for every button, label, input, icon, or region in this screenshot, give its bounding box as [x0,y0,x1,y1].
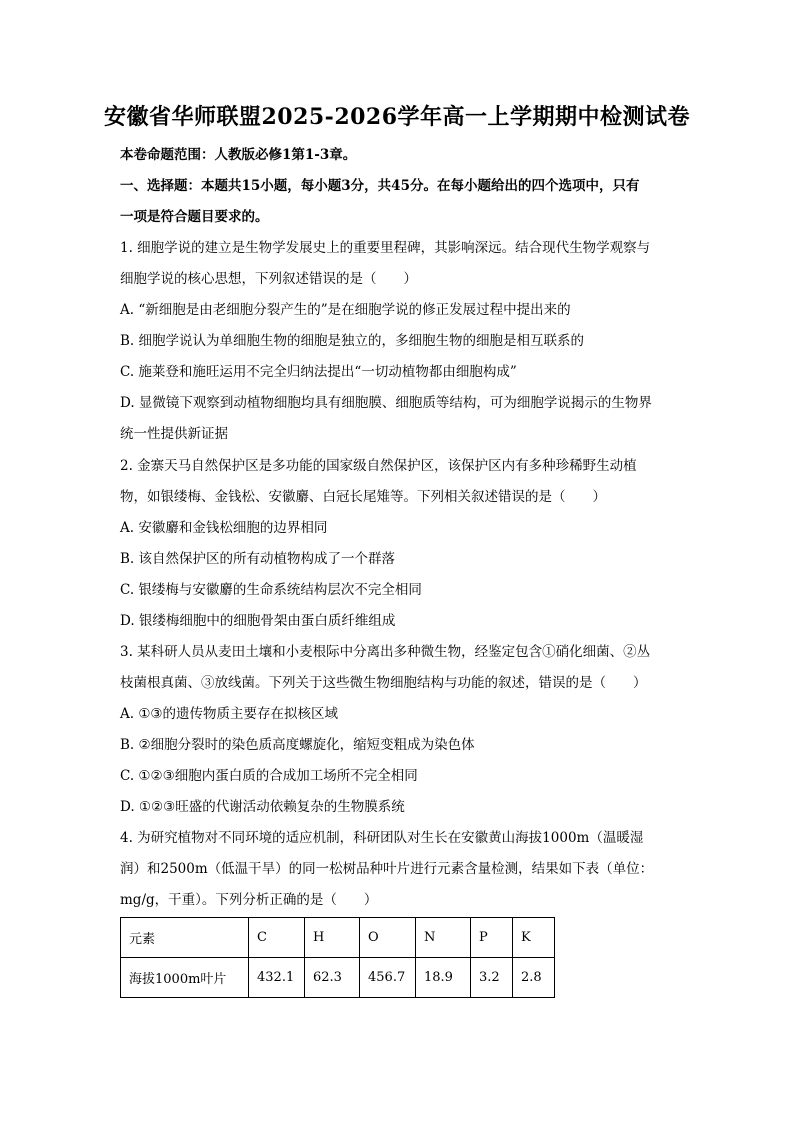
question-1-stem-line-1: 1. 细胞学说的建立是生物学发展史上的重要里程碑，其影响深远。结合现代生物学观察与 [120,240,651,256]
question-3-stem-line-2: 枝菌根真菌、③放线菌。下列关于这些微生物细胞结构与功能的叙述，错误的是（ ） [120,675,647,691]
table-cell: 456.7 [360,958,416,998]
question-1-option-d-line-1: D. 显微镜下观察到动植物细胞均具有细胞膜、细胞质等结构，可为细胞学说揭示的生物界 [120,395,652,411]
question-1-option-c: C. 施莱登和施旺运用不完全归纳法提出“一切动植物都由细胞构成” [120,364,517,380]
question-1-option-d-line-2: 统一性提供新证据 [120,426,228,442]
question-3-stem-line-1: 3. 某科研人员从麦田土壤和小麦根际中分离出多种微生物，经鉴定包含①硝化细菌、②丛 [120,644,651,660]
question-4-stem-line-2: 润）和2500m（低温干旱）的同一松树品种叶片进行元素含量检测，结果如下表（单位： [120,861,654,877]
table-header-cell: C [249,918,305,958]
page-title: 安徽省华师联盟2025-2026学年高一上学期期中检测试卷 [103,104,691,130]
question-4-stem-line-1: 4. 为研究植物对不同环境的适应机制，科研团队对生长在安徽黄山海拔1000m（温暖湿 [120,830,644,846]
question-4-stem-line-3: mg/g，干重）。下列分析正确的是（ ） [120,892,378,908]
question-2-option-a: A. 安徽麝和金钱松细胞的边界相同 [120,520,328,536]
question-2-stem-line-2: 物，如银缕梅、金钱松、安徽麝、白冠长尾雉等。下列相关叙述错误的是（ ） [120,489,606,505]
question-2-option-b: B. 该自然保护区的所有动植物构成了一个群落 [120,551,396,567]
table-header-row [121,918,555,958]
question-3-option-a: A. ①③的遗传物质主要存在拟核区域 [120,706,339,722]
table-row [121,958,555,998]
table-header-cell: K [513,918,555,958]
section-heading-line-1: 一、选择题：本题共15小题，每小题3分，共45分。在每小题给出的四个选项中，只有 [120,178,640,194]
question-2-option-c: C. 银缕梅与安徽麝的生命系统结构层次不完全相同 [120,582,422,598]
table-header-cell: O [360,918,416,958]
question-1-option-a: A. “新细胞是由老细胞分裂产生的”是在细胞学说的修正发展过程中提出来的 [120,302,571,318]
table-header-cell: H [305,918,360,958]
table-cell: 62.3 [305,958,360,998]
exam-scope: 本卷命题范围：人教版必修1第1-3章。 [120,147,357,163]
table-cell: 2.8 [513,958,555,998]
table-header-cell: 元素 [121,918,249,958]
question-2-option-d: D. 银缕梅细胞中的细胞骨架由蛋白质纤维组成 [120,613,396,629]
question-1-stem-line-2: 细胞学说的核心思想，下列叙述错误的是（ ） [120,271,417,287]
table-cell: 3.2 [471,958,513,998]
table-header-cell: N [416,918,471,958]
table-cell: 432.1 [249,958,305,998]
question-2-stem-line-1: 2. 金寨天马自然保护区是多功能的国家级自然保护区，该保护区内有多种珍稀野生动植 [120,458,637,474]
table-header-cell: P [471,918,513,958]
question-3-option-d: D. ①②③旺盛的代谢活动依赖复杂的生物膜系统 [120,799,405,815]
question-1-option-b: B. 细胞学说认为单细胞生物的细胞是独立的，多细胞生物的细胞是相互联系的 [120,333,585,349]
question-3-option-b: B. ②细胞分裂时的染色质高度螺旋化，缩短变粗成为染色体 [120,737,475,753]
section-heading-line-2: 一项是符合题目要求的。 [120,209,269,225]
table-cell: 18.9 [416,958,471,998]
table-cell: 海拔1000m叶片 [121,958,249,998]
question-3-option-c: C. ①②③细胞内蛋白质的合成加工场所不完全相同 [120,768,418,784]
element-content-table [120,917,555,998]
